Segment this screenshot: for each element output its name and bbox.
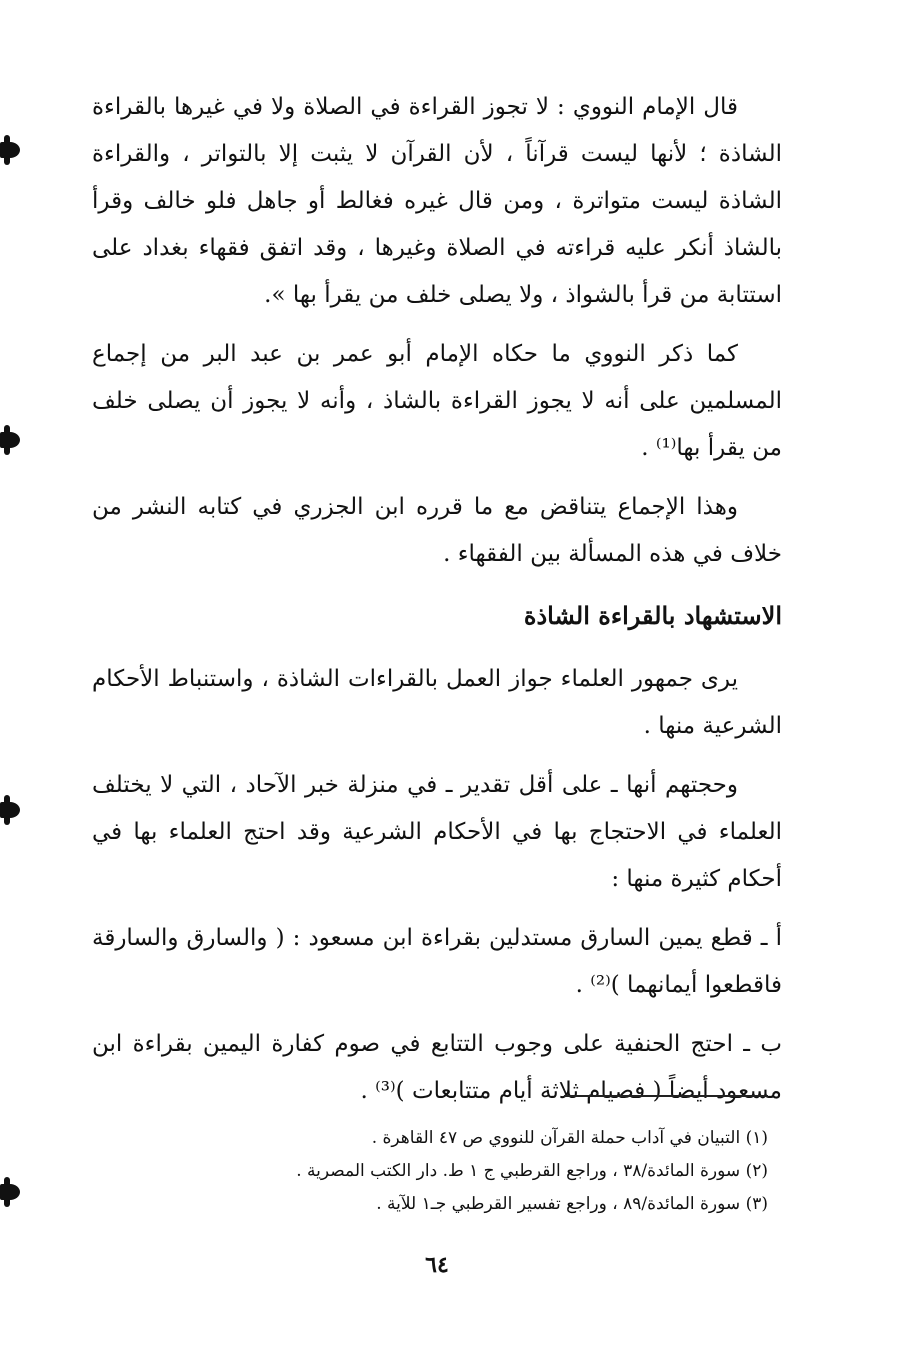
paragraph-ibn-jazari: وهذا الإجماع يتناقض مع ما قرره ابن الجزري في كتابه النشر من خلاف في هذه المسألة بين الفقهاء . bbox=[92, 494, 782, 567]
page-number: ٦٤ bbox=[425, 1252, 449, 1278]
margin-mark-4 bbox=[0, 1184, 20, 1200]
paragraph-nawawi-quote: قال الإمام النووي : لا تجوز القراءة في الصلاة ولا في غيرها بالقراءة الشاذة ؛ لأنها ليست قرآناً ، لأن القرآن لا يثبت إلا بالتواتر ، والقراءة الشاذة ليست متواترة ، ومن قال غيره فغالط أو جاهل فلو خالف وقرأ بالشاذ أنكر عليه قراءته في الصلاة وغيرها ، وقد اتفق فقهاء بغداد على استتابة من قرأ بالشواذ ، ولا يصلى خلف من يقرأ بها ». bbox=[92, 94, 782, 308]
paragraph-argument: وحجتهم أنها ـ على أقل تقدير ـ في منزلة خبر الآحاد ، التي لا يختلف العلماء في الاحتجاج بها في الأحكام الشرعية وقد احتج العلماء بها في أحكام كثيرة منها : bbox=[92, 772, 782, 892]
footnote-divider bbox=[564, 1095, 768, 1097]
paragraph-item-ba: ب ـ احتج الحنفية على وجوب التتابع في صوم كفارة اليمين بقراءة ابن مسعود أيضاً ( فصيام ثلاثة أيام متتابعات )⁽³⁾ . bbox=[92, 1031, 782, 1104]
footnote-1: (١) التبيان في آداب حملة القرآن للنووي ص ٤٧ القاهرة . bbox=[371, 1128, 768, 1148]
margin-mark-3 bbox=[0, 802, 20, 818]
paragraph-majority-view: يرى جمهور العلماء جواز العمل بالقراءات الشاذة ، واستنباط الأحكام الشرعية منها . bbox=[92, 666, 782, 739]
paragraph-ijma: كما ذكر النووي ما حكاه الإمام أبو عمر بن عبد البر من إجماع المسلمين على أنه لا يجوز القراءة بالشاذ ، وأنه لا يجوز أن يصلى خلف من يقرأ بها⁽¹⁾ . bbox=[92, 341, 782, 461]
footnote-3: (٣) سورة المائدة/٨٩ ، وراجع تفسير القرطبي جـ١ للآية . bbox=[376, 1194, 768, 1214]
paragraph-item-alif: أ ـ قطع يمين السارق مستدلين بقراءة ابن مسعود : ( والسارق والسارقة فاقطعوا أيمانهما )⁽²⁾ . bbox=[92, 925, 782, 998]
margin-mark-2 bbox=[0, 432, 20, 448]
footnotes bbox=[128, 1122, 768, 1221]
footnote-2: (٢) سورة المائدة/٣٨ ، وراجع القرطبي ج ١ ط. دار الكتب المصرية . bbox=[296, 1161, 768, 1181]
document-page bbox=[92, 84, 782, 1304]
margin-mark-1 bbox=[0, 142, 20, 158]
section-heading: الاستشهاد بالقراءة الشاذة bbox=[523, 601, 782, 630]
